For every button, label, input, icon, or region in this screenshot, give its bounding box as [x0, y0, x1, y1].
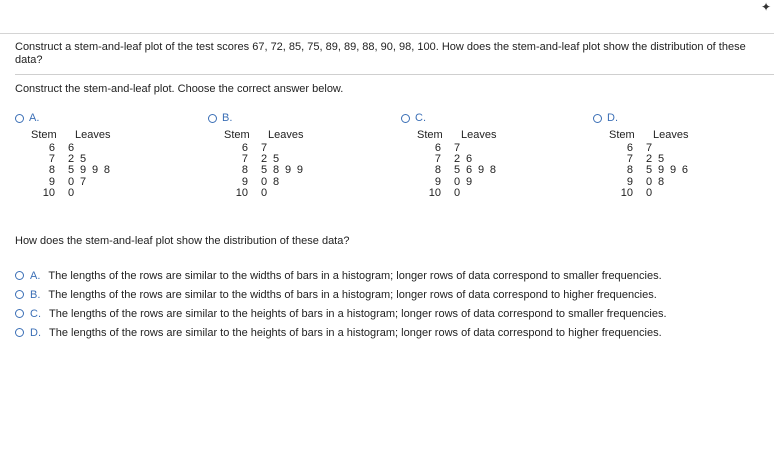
leaves-header: Leaves [75, 129, 111, 141]
distribution-question: How does the stem-and-leaf plot show the distribution of these data? [15, 235, 350, 247]
option-d-label[interactable]: D. [607, 112, 618, 124]
option-c[interactable] [401, 111, 498, 199]
plot-row: 6 7 [434, 142, 462, 154]
plot-row: 9 0 9 [434, 175, 474, 188]
plot-row: 6 7 [626, 142, 654, 154]
pin-icon[interactable]: ✦ [760, 0, 771, 14]
question-text: Construct a stem-and-leaf plot of the test scores 67, 72, 85, 75, 89, 89, 88, 90, 98, 100. How does the stem-and-leaf plot show the distribution of these data? [15, 41, 746, 66]
section-divider [15, 74, 774, 75]
stem-leaf-plot-d [609, 130, 689, 199]
plot-row: 10 0 [428, 186, 462, 199]
stem-header: Stem [417, 129, 443, 141]
plot-row: 6 7 [241, 142, 269, 154]
option-a-label[interactable]: A. [29, 112, 40, 124]
plot-row: 10 0 [42, 186, 76, 199]
plot-row: 7 2 6 [434, 153, 474, 166]
plot-row: 9 0 7 [48, 175, 88, 188]
plot-row: 9 0 8 [626, 175, 666, 188]
option-d-radio[interactable] [593, 114, 602, 123]
plot-row: 10 0 [235, 186, 269, 199]
leaves-header: Leaves [268, 129, 304, 141]
stem-leaf-plot-a [31, 130, 111, 199]
stem-header: Stem [31, 129, 57, 141]
plot-row: 8 5 9 9 6 [626, 164, 690, 177]
answer-c[interactable] [15, 304, 667, 323]
option-a[interactable] [15, 111, 112, 199]
answer-d[interactable] [15, 323, 667, 342]
answer-c-label[interactable]: C. [30, 307, 41, 320]
answer-c-radio[interactable] [15, 309, 24, 318]
stem-leaf-plot-b [224, 130, 304, 199]
plot-row: 7 2 5 [626, 153, 666, 166]
answer-b-text[interactable]: The lengths of the rows are similar to the widths of bars in a histogram; longer rows of data correspond to higher frequencies. [48, 288, 657, 301]
plot-row: 6 6 [48, 142, 76, 154]
leaves-header: Leaves [461, 129, 497, 141]
answer-b-radio[interactable] [15, 290, 24, 299]
instruction-text: Construct the stem-and-leaf plot. Choose the correct answer below. [15, 83, 344, 95]
stem-leaf-plot-c [417, 130, 497, 199]
answer-a-label[interactable]: A. [30, 269, 41, 282]
answer-d-radio[interactable] [15, 328, 24, 337]
option-b[interactable] [208, 111, 305, 199]
plot-row: 8 5 6 9 8 [434, 164, 498, 177]
option-c-label[interactable]: C. [415, 112, 426, 124]
plot-row: 10 0 [620, 186, 654, 199]
answer-a[interactable] [15, 266, 667, 285]
option-b-radio[interactable] [208, 114, 217, 123]
answer-a-text[interactable]: The lengths of the rows are similar to the widths of bars in a histogram; longer rows of data correspond to smaller frequencies. [48, 269, 662, 282]
answer-d-text[interactable]: The lengths of the rows are similar to the heights of bars in a histogram; longer rows of data correspond to higher frequencies. [49, 326, 662, 339]
option-d[interactable] [593, 111, 690, 199]
plot-row: 9 0 8 [241, 175, 281, 188]
answer-d-label[interactable]: D. [30, 326, 41, 339]
option-b-label[interactable]: B. [222, 112, 233, 124]
option-a-radio[interactable] [15, 114, 24, 123]
answer-a-radio[interactable] [15, 271, 24, 280]
leaves-header: Leaves [653, 129, 689, 141]
plot-row: 7 2 5 [48, 153, 88, 166]
plot-row: 7 2 5 [241, 153, 281, 166]
answer-b-label[interactable]: B. [30, 288, 41, 301]
answer-c-text[interactable]: The lengths of the rows are similar to the heights of bars in a histogram; longer rows of data correspond to smaller frequencies. [49, 307, 667, 320]
answer-b[interactable] [15, 285, 667, 304]
top-divider [0, 33, 774, 34]
stem-header: Stem [224, 129, 250, 141]
option-c-radio[interactable] [401, 114, 410, 123]
stem-header: Stem [609, 129, 635, 141]
plot-row: 8 5 9 9 8 [48, 164, 112, 177]
plot-row: 8 5 8 9 9 [241, 164, 305, 177]
answer-list [15, 266, 667, 342]
